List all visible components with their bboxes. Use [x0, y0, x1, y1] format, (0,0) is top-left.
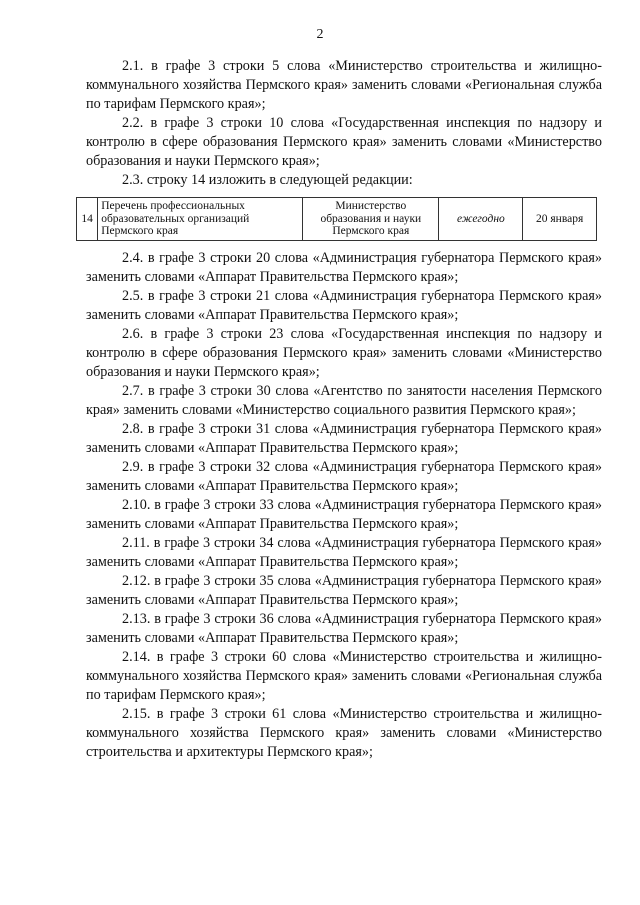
paragraph-2-4: 2.4. в графе 3 строки 20 слова «Администрация губернатора Пермского края» заменить словами «Аппарат Правительства Пермского края»;: [86, 249, 602, 285]
paragraph-2-9: 2.9. в графе 3 строки 32 слова «Администрация губернатора Пермского края» заменить словами «Аппарат Правительства Пермского края»;: [86, 458, 602, 494]
paragraph-2-5: 2.5. в графе 3 строки 21 слова «Администрация губернатора Пермского края» заменить словами «Аппарат Правительства Пермского края»;: [86, 287, 602, 323]
inserted-row-table-wrapper: [76, 197, 597, 241]
responsible-org-cell: [303, 198, 439, 241]
frequency-cell: ежегодно: [439, 198, 523, 241]
paragraph-2-10: 2.10. в графе 3 строки 33 слова «Администрация губернатора Пермского края» заменить словами «Аппарат Правительства Пермского края»;: [86, 496, 602, 532]
paragraph-2-7: 2.7. в графе 3 строки 30 слова «Агентство по занятости населения Пермского края» заменить словами «Министерство социального развития Пермского края»;: [86, 382, 602, 418]
report-name-line: Пермского края: [101, 225, 179, 237]
report-name-line: Перечень профессиональных: [101, 200, 245, 212]
paragraph-2-13: 2.13. в графе 3 строки 36 слова «Администрация губернатора Пермского края» заменить словами «Аппарат Правительства Пермского края»;: [86, 610, 602, 646]
responsible-org-line: Министерство: [335, 200, 407, 212]
row-number-cell: 14: [77, 198, 98, 241]
paragraph-2-1: 2.1. в графе 3 строки 5 слова «Министерство строительства и жилищно-коммунального хозяйства Пермского края» заменить словами «Региональная служба по тарифам Пермского края»;: [86, 58, 602, 112]
paragraph-2-8: 2.8. в графе 3 строки 31 слова «Администрация губернатора Пермского края» заменить словами «Аппарат Правительства Пермского края»;: [86, 420, 602, 456]
deadline-cell: 20 января: [523, 198, 597, 241]
document-body: [81, 57, 602, 762]
report-name-cell: [98, 198, 303, 241]
paragraph-2-6: 2.6. в графе 3 строки 23 слова «Государственная инспекция по надзору и контролю в сфере образования Пермского края» заменить словами «Министерство образования и науки Пермского края»;: [86, 325, 602, 380]
paragraph-2-11: 2.11. в графе 3 строки 34 слова «Администрация губернатора Пермского края» заменить словами «Аппарат Правительства Пермского края»;: [86, 534, 602, 570]
inserted-row-table: [76, 197, 597, 241]
paragraph-2-14: 2.14. в графе 3 строки 60 слова «Министерство строительства и жилищно-коммунального хозяйства Пермского края» заменить словами «Региональная служба по тарифам Пермского края»;: [86, 648, 602, 703]
table-row: [77, 198, 597, 241]
paragraph-2-15: 2.15. в графе 3 строки 61 слова «Министерство строительства и жилищно-коммунального хозяйства Пермского края» заменить словами «Министерство строительства и архитектуры Пермского края»;: [86, 705, 602, 760]
responsible-org-line: образования и науки: [320, 212, 422, 225]
paragraph-2-2: 2.2. в графе 3 строки 10 слова «Государственная инспекция по надзору и контролю в сфере образования Пермского края» заменить словами «Министерство образования и науки Пермского края»;: [86, 115, 602, 169]
page-number: 2: [316, 27, 324, 42]
paragraph-2-12: 2.12. в графе 3 строки 35 слова «Администрация губернатора Пермского края» заменить словами «Аппарат Правительства Пермского края»;: [86, 572, 602, 608]
report-name-line: образовательных организаций: [101, 212, 250, 225]
responsible-org-line: Пермского края: [332, 225, 410, 237]
paragraph-2-3: 2.3. строку 14 изложить в следующей редакции:: [122, 172, 413, 188]
